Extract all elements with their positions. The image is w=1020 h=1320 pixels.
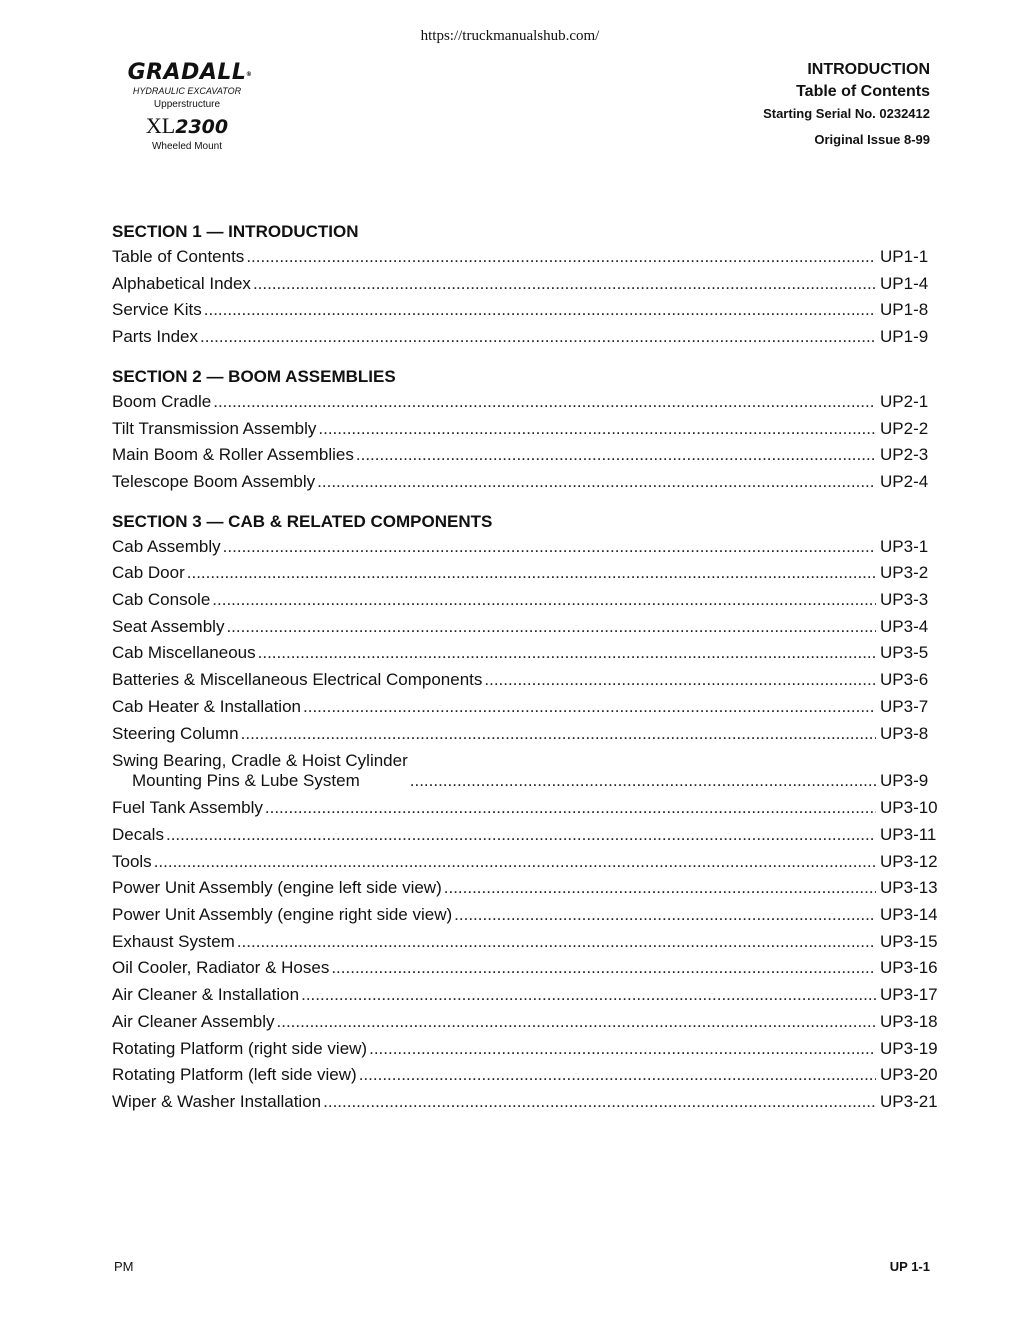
toc-entry-label-line2: Mounting Pins & Lube System: [132, 771, 360, 791]
toc-section: [112, 510, 942, 1116]
toc-entry-page: UP1-4: [880, 273, 929, 293]
toc-entry-page: UP3-7: [880, 696, 929, 716]
toc-section: [112, 365, 942, 496]
dot-leader: [484, 667, 876, 694]
toc-entry-page: UP3-18: [880, 1011, 938, 1031]
toc-entry-page: UP3-16: [880, 958, 938, 978]
dot-leader: [323, 1089, 876, 1116]
toc-entry-page: UP3-4: [880, 616, 929, 636]
brand-text: GRADALL: [127, 60, 247, 85]
toc-entry[interactable]: [112, 271, 942, 298]
dot-leader: [356, 442, 876, 469]
toc-entry[interactable]: [112, 534, 942, 561]
toc-entry[interactable]: [112, 849, 942, 876]
registered-mark: ®: [245, 71, 253, 78]
toc-entry-page: UP3-17: [880, 985, 938, 1005]
toc-entry[interactable]: [112, 955, 942, 982]
toc-entry[interactable]: [112, 694, 942, 721]
dot-leader: [318, 416, 876, 443]
toc-entry-label: Telescope Boom Assembly: [112, 471, 316, 491]
toc-entry-label: Table of Contents: [112, 247, 245, 266]
toc-entry-label: Decals: [112, 824, 164, 844]
toc-entry[interactable]: [112, 822, 942, 849]
model-name: [112, 114, 262, 141]
dot-leader: [331, 955, 876, 982]
header-subtitle: Table of Contents: [796, 83, 930, 100]
toc-entry-label: Boom Cradle: [112, 391, 212, 411]
toc-entry-page: UP3-14: [880, 905, 938, 925]
toc-entry[interactable]: [112, 640, 942, 667]
toc-entry-page: UP3-20: [880, 1065, 938, 1085]
toc-entry-page: UP3-9: [880, 771, 929, 791]
dot-leader: [237, 929, 876, 956]
toc-entry-page: UP3-15: [880, 931, 938, 951]
logo-line-upperstructure: Upperstructure: [153, 99, 221, 110]
toc-entry-label: Wiper & Washer Installation: [112, 1091, 322, 1111]
toc-entry-label: Main Boom & Roller Assemblies: [112, 445, 354, 465]
footer-left: PM: [114, 1259, 134, 1274]
header-title: INTRODUCTION: [807, 61, 930, 78]
toc-entry-page: UP2-1: [880, 391, 929, 411]
toc-entry-label: Tools: [112, 851, 152, 871]
toc-entry-page: UP1-8: [880, 300, 929, 320]
dot-leader: [223, 534, 876, 561]
table-of-contents: [112, 220, 942, 1130]
dot-leader: [213, 389, 876, 416]
toc-entry-label: Cab Door: [112, 563, 185, 583]
dot-leader: [166, 822, 876, 849]
toc-entry-label: Steering Column: [112, 723, 239, 743]
toc-entry-label: Parts Index: [112, 327, 198, 347]
source-url[interactable]: https://truckmanualshub.com/: [420, 28, 600, 44]
toc-entry-page: UP3-13: [880, 878, 938, 898]
toc-entry[interactable]: [112, 875, 942, 902]
toc-entry[interactable]: [112, 1036, 942, 1063]
toc-entry[interactable]: [112, 560, 942, 587]
dot-leader: [241, 721, 876, 748]
toc-entry-page: UP3-10: [880, 798, 938, 818]
dot-leader: [317, 469, 876, 496]
dot-leader: [204, 297, 876, 324]
toc-entry-page: UP2-4: [880, 471, 929, 491]
dot-leader: [369, 1036, 876, 1063]
dot-leader: [212, 587, 876, 614]
toc-entry-page: UP3-12: [880, 851, 938, 871]
toc-entry-label: Air Cleaner & Installation: [112, 985, 300, 1005]
header-issue: Original Issue 8-99: [814, 132, 930, 147]
dot-leader: [187, 560, 876, 587]
toc-entry[interactable]: [112, 1062, 942, 1089]
logo-line-wheeled-mount: Wheeled Mount: [151, 141, 223, 152]
section-title: SECTION 2 — BOOM ASSEMBLIES: [112, 366, 396, 386]
brand-name: [127, 60, 253, 86]
toc-entry-label: Exhaust System: [112, 931, 235, 951]
toc-entry-label: Oil Cooler, Radiator & Hoses: [112, 958, 330, 978]
toc-entry[interactable]: [112, 795, 942, 822]
dot-leader: [253, 271, 876, 298]
toc-entry[interactable]: [112, 721, 942, 748]
toc-entry[interactable]: [112, 1089, 942, 1116]
toc-entry[interactable]: [112, 469, 942, 496]
toc-entry-label: Cab Miscellaneous: [112, 643, 256, 663]
header-serial: Starting Serial No. 0232412: [763, 106, 930, 121]
dot-leader: [277, 1009, 876, 1036]
page-number: UP 1-1: [889, 1259, 930, 1274]
toc-entry-label: Cab Console: [112, 590, 211, 610]
toc-entry-page: UP3-5: [880, 643, 929, 663]
dot-leader: [226, 614, 876, 641]
toc-entry-label: [112, 751, 408, 791]
dot-leader: [301, 982, 876, 1009]
toc-entry-label: Power Unit Assembly (engine right side view): [112, 905, 453, 925]
dot-leader: [359, 1062, 876, 1089]
toc-entry-label: Service Kits: [112, 300, 202, 320]
toc-entry-page: UP3-1: [880, 536, 929, 556]
toc-entry-page: UP3-3: [880, 590, 929, 610]
model-prefix: XL: [145, 113, 176, 138]
gradall-logo: [112, 60, 262, 153]
toc-entry-page: UP2-3: [880, 445, 929, 465]
dot-leader: [444, 875, 876, 902]
toc-entry-label: Air Cleaner Assembly: [112, 1011, 275, 1031]
toc-entry[interactable]: [112, 416, 942, 443]
toc-entry-label: Tilt Transmission Assembly: [112, 418, 317, 438]
toc-entry[interactable]: [112, 982, 942, 1009]
toc-entry-label: Rotating Platform (right side view): [112, 1038, 368, 1058]
toc-entry[interactable]: [112, 667, 942, 694]
toc-entry[interactable]: [112, 442, 942, 469]
toc-entry-label: Cab Heater & Installation: [112, 696, 301, 716]
model-number: 2300: [175, 116, 229, 138]
logo-line-hydraulic-excavator: HYDRAULIC EXCAVATOR: [132, 86, 242, 96]
toc-entry[interactable]: [112, 389, 942, 416]
toc-entry-page: UP1-1: [880, 247, 929, 266]
section-title: SECTION 1 — INTRODUCTION: [112, 222, 359, 241]
toc-entry-label: Rotating Platform (left side view): [112, 1065, 357, 1085]
toc-entry-page: UP1-9: [880, 327, 929, 347]
toc-entry[interactable]: [112, 929, 942, 956]
toc-entry-label: Seat Assembly: [112, 616, 225, 636]
toc-entry-page: UP3-2: [880, 563, 929, 583]
toc-entry-label: Alphabetical Index: [112, 273, 251, 293]
dot-leader: [410, 771, 876, 791]
dot-leader: [265, 795, 876, 822]
section-title: SECTION 3 — CAB & RELATED COMPONENTS: [112, 511, 493, 531]
toc-entry-page: UP2-2: [880, 418, 929, 438]
dot-leader: [454, 902, 876, 929]
toc-entry-label: Cab Assembly: [112, 536, 221, 556]
toc-entry-label-line1: Swing Bearing, Cradle & Hoist Cylinder: [112, 751, 408, 771]
page-header: [763, 59, 930, 151]
toc-entry[interactable]: [112, 297, 942, 324]
toc-entry[interactable]: [112, 902, 942, 929]
toc-entry[interactable]: [112, 244, 942, 271]
dot-leader: [246, 244, 876, 271]
dot-leader: [200, 324, 876, 351]
dot-leader: [154, 849, 876, 876]
toc-entry[interactable]: [112, 751, 942, 791]
toc-entry[interactable]: [112, 1009, 942, 1036]
toc-entry-page: UP3-6: [880, 670, 929, 690]
toc-entry-page: UP3-21: [880, 1091, 938, 1111]
toc-entry[interactable]: [112, 324, 942, 351]
toc-entry-label: Fuel Tank Assembly: [112, 798, 263, 818]
dot-leader: [258, 640, 876, 667]
toc-entry-page: UP3-11: [880, 824, 937, 844]
toc-entry-page: UP3-19: [880, 1038, 938, 1058]
toc-entry-page: UP3-8: [880, 723, 929, 743]
toc-section: [112, 220, 942, 351]
toc-entry[interactable]: [112, 614, 942, 641]
dot-leader: [303, 694, 876, 721]
toc-entry-label: Power Unit Assembly (engine left side view): [112, 878, 442, 898]
toc-entry-label: Batteries & Miscellaneous Electrical Components: [112, 670, 483, 690]
toc-entry[interactable]: [112, 587, 942, 614]
